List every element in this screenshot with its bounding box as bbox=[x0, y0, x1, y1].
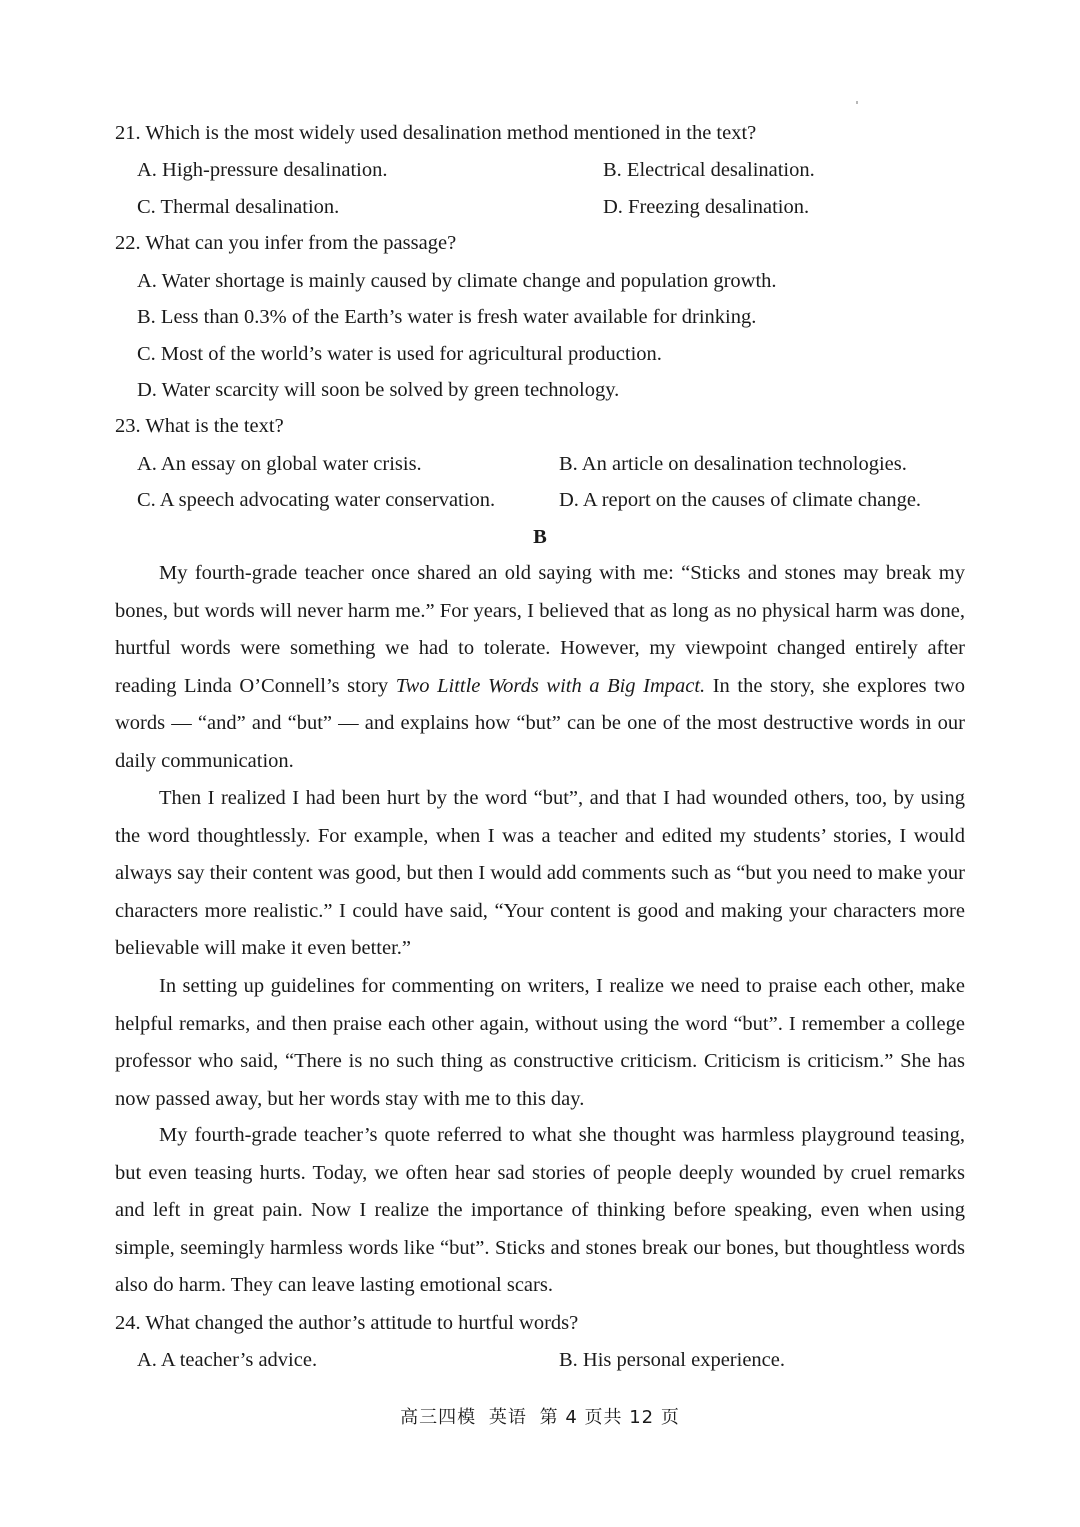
passage-paragraph-3: In setting up guidelines for commenting on writers, I realize we need to praise each other, make helpful remarks, and then praise each other again, without using the word “but”. I remember a college professor who said, “There is no such thing as constructive criticism. Criticism is criticism.” She has now passed away, but her words stay with me to this day. bbox=[115, 975, 965, 1110]
question-23-option-d: D. A report on the causes of climate change. bbox=[559, 489, 922, 511]
question-21-option-a: A. High-pressure desalination. bbox=[137, 159, 388, 181]
passage-paragraph-4: My fourth-grade teacher’s quote referred to what she thought was harmless playground teasing, but even teasing hurts. Today, we often hear sad stories of people deeply wounded by cruel remarks and left in great pain. Now I realize the importance of thinking before speaking, even when using simple, seemingly harmless words like “but”. Sticks and stones break our bones, but thoughtless words also do harm. They can leave lasting emotional scars. bbox=[115, 1124, 965, 1296]
footer-exam-name: 高三四模 bbox=[400, 1407, 477, 1428]
question-21-option-b: B. Electrical desalination. bbox=[603, 159, 815, 181]
question-22-option-b: B. Less than 0.3% of the Earth’s water is fresh water available for drinking. bbox=[137, 306, 757, 328]
question-24-option-a: A. A teacher’s advice. bbox=[137, 1349, 318, 1371]
question-23-option-a: A. An essay on global water crisis. bbox=[137, 453, 422, 475]
question-23-stem: 23. What is the text? bbox=[115, 415, 284, 437]
question-22-stem: 22. What can you infer from the passage? bbox=[115, 232, 457, 254]
story-title: Two Little Words with a Big Impact. bbox=[395, 674, 706, 697]
question-22-option-a: A. Water shortage is mainly caused by climate change and population growth. bbox=[137, 270, 777, 292]
question-24-option-b: B. His personal experience. bbox=[559, 1349, 785, 1371]
question-23-option-c: C. A speech advocating water conservation. bbox=[137, 489, 496, 511]
passage-paragraph-2: Then I realized I had been hurt by the word “but”, and that I had wounded others, too, by using the word thoughtlessly. For example, when I was a teacher and edited my students’ stories, I would always say their content was good, but then I would add comments such as “but you need to make your characters more realistic.” I could have said, “Your content is good and making your characters more believable will make it even better.” bbox=[115, 787, 965, 959]
passage-paragraph-1-text-end: In the story, she explores two words — “and” and “but” — and explains how “but” can be one of the most destructive words in our daily communication. bbox=[115, 674, 965, 772]
scan-speck bbox=[856, 101, 858, 104]
passage-paragraph-1 bbox=[115, 555, 965, 780]
section-heading: B bbox=[533, 526, 547, 548]
footer-page-number: 第 4 页共 12 页 bbox=[539, 1407, 680, 1428]
footer-subject: 英语 bbox=[488, 1407, 527, 1428]
question-24-stem: 24. What changed the author’s attitude to hurtful words? bbox=[115, 1312, 579, 1334]
question-22-option-d: D. Water scarcity will soon be solved by green technology. bbox=[137, 379, 620, 401]
page-footer bbox=[0, 1406, 1080, 1430]
question-23-option-b: B. An article on desalination technologies. bbox=[559, 453, 907, 475]
question-22-option-c: C. Most of the world’s water is used for agricultural production. bbox=[137, 343, 662, 365]
passage-paragraph-1-text-start: My fourth-grade teacher once shared an old saying with me: “Sticks and stones may break my bones, but words will never harm me.” For years, I believed that as long as no physical harm was done, hurtful words were something we had to tolerate. However, my viewpoint changed entirely after reading Linda O’Connell’s story bbox=[115, 562, 965, 697]
question-21-option-c: C. Thermal desalination. bbox=[137, 196, 340, 218]
question-21-option-d: D. Freezing desalination. bbox=[603, 196, 810, 218]
question-21-stem: 21. Which is the most widely used desalination method mentioned in the text? bbox=[115, 122, 757, 144]
